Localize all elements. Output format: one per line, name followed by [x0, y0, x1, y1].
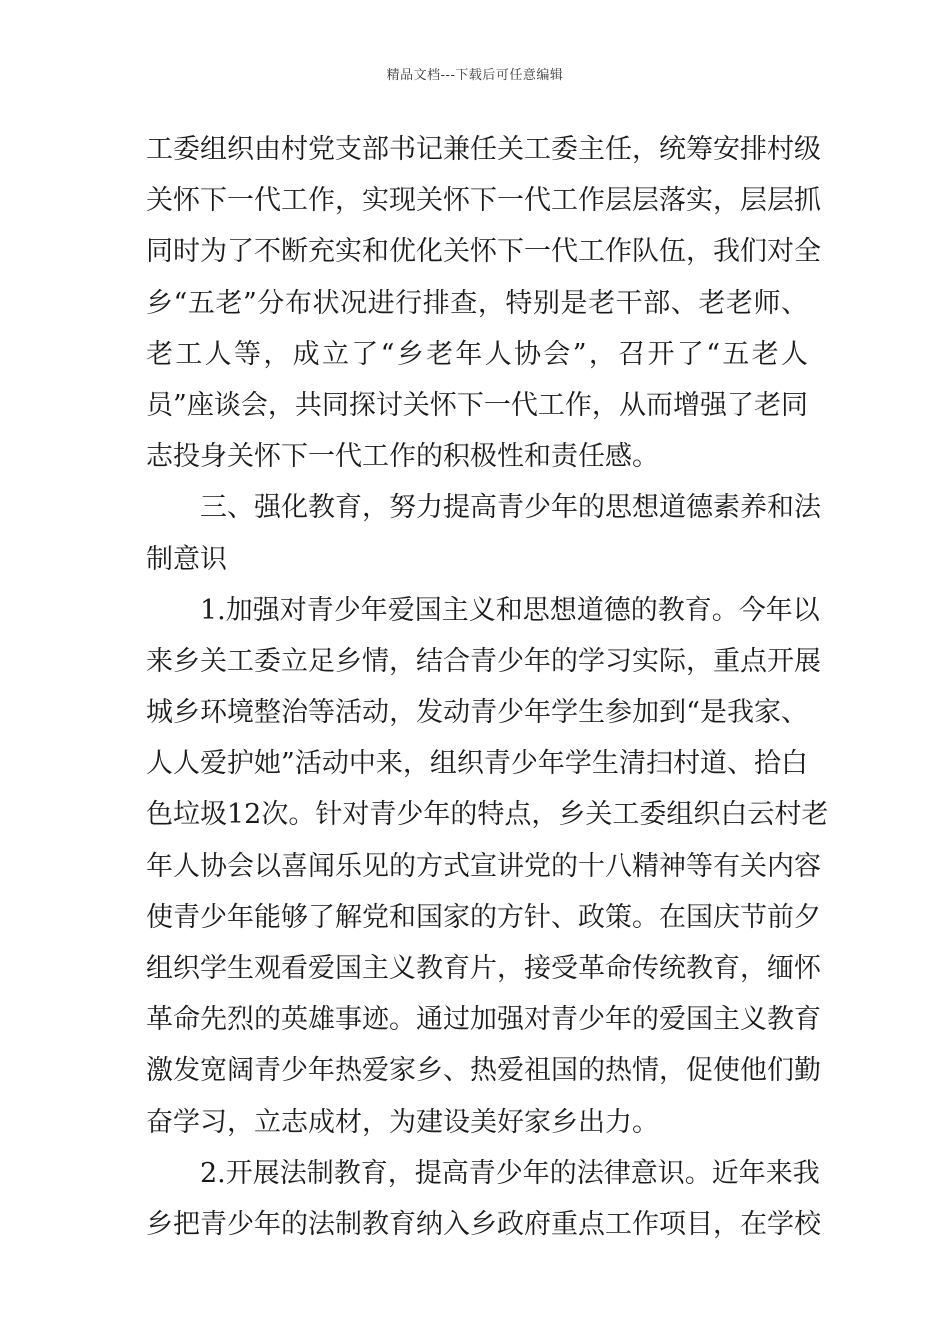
- text-line: 激发宽阔青少年热爱家乡、热爱祖国的热情，促使他们勤: [146, 1055, 821, 1087]
- text-line: 同时为了不断充实和优化关怀下一代工作队伍，我们对全: [146, 236, 821, 268]
- text-line: 志投身关怀下一代工作的积极性和责任感。: [146, 441, 659, 473]
- page-header: 精品文档---下载后可任意编辑: [386, 68, 564, 83]
- text-line: 城乡环境整治等活动，发动青少年学生参加到“是我家、: [146, 697, 808, 729]
- text-line: 组织学生观看爱国主义教育片，接受革命传统教育，缅怀: [146, 953, 821, 984]
- document-body: [146, 124, 829, 1250]
- paragraph-start: 1.加强对青少年爱国主义和思想道德的教育。今年以: [200, 594, 820, 626]
- text-line: 色垃圾12次。针对青少年的特点，乡关工委组织白云村老: [146, 799, 829, 831]
- text-line: 人人爱护她”活动中来，组织青少年学生清扫村道、拾白: [146, 748, 808, 780]
- section-heading-continued: 制意识: [146, 543, 227, 575]
- paragraph-start: 2.开展法制教育，提高青少年的法律意识。近年来我: [200, 1157, 820, 1189]
- text-line: 乡把青少年的法制教育纳入乡政府重点工作项目，在学校: [146, 1208, 821, 1240]
- text-line: 员”座谈会，共同探讨关怀下一代工作，从而增强了老同: [146, 389, 808, 421]
- text-line: 来乡关工委立足乡情，结合青少年的学习实际，重点开展: [146, 645, 821, 677]
- text-line: 年人协会以喜闻乐见的方式宣讲党的十八精神等有关内容: [146, 850, 821, 882]
- text-line: 使青少年能够了解党和国家的方针、政策。在国庆节前夕: [146, 901, 821, 933]
- section-heading: 三、强化教育，努力提高青少年的思想道德素养和法: [200, 492, 821, 524]
- text-line: 奋学习，立志成材，为建设美好家乡出力。: [146, 1106, 659, 1138]
- text-line: 乡“五老”分布状况进行排查，特别是老干部、老老师、: [146, 287, 808, 319]
- text-line: 革命先烈的英雄事迹。通过加强对青少年的爱国主义教育: [146, 1004, 821, 1036]
- text-line: 老工人等，成立了“乡老年人协会”，召开了“五老人: [146, 338, 808, 370]
- text-line: 关怀下一代工作，实现关怀下一代工作层层落实，层层抓: [146, 185, 821, 217]
- text-line: 工委组织由村党支部书记兼任关工委主任，统筹安排村级: [146, 134, 821, 165]
